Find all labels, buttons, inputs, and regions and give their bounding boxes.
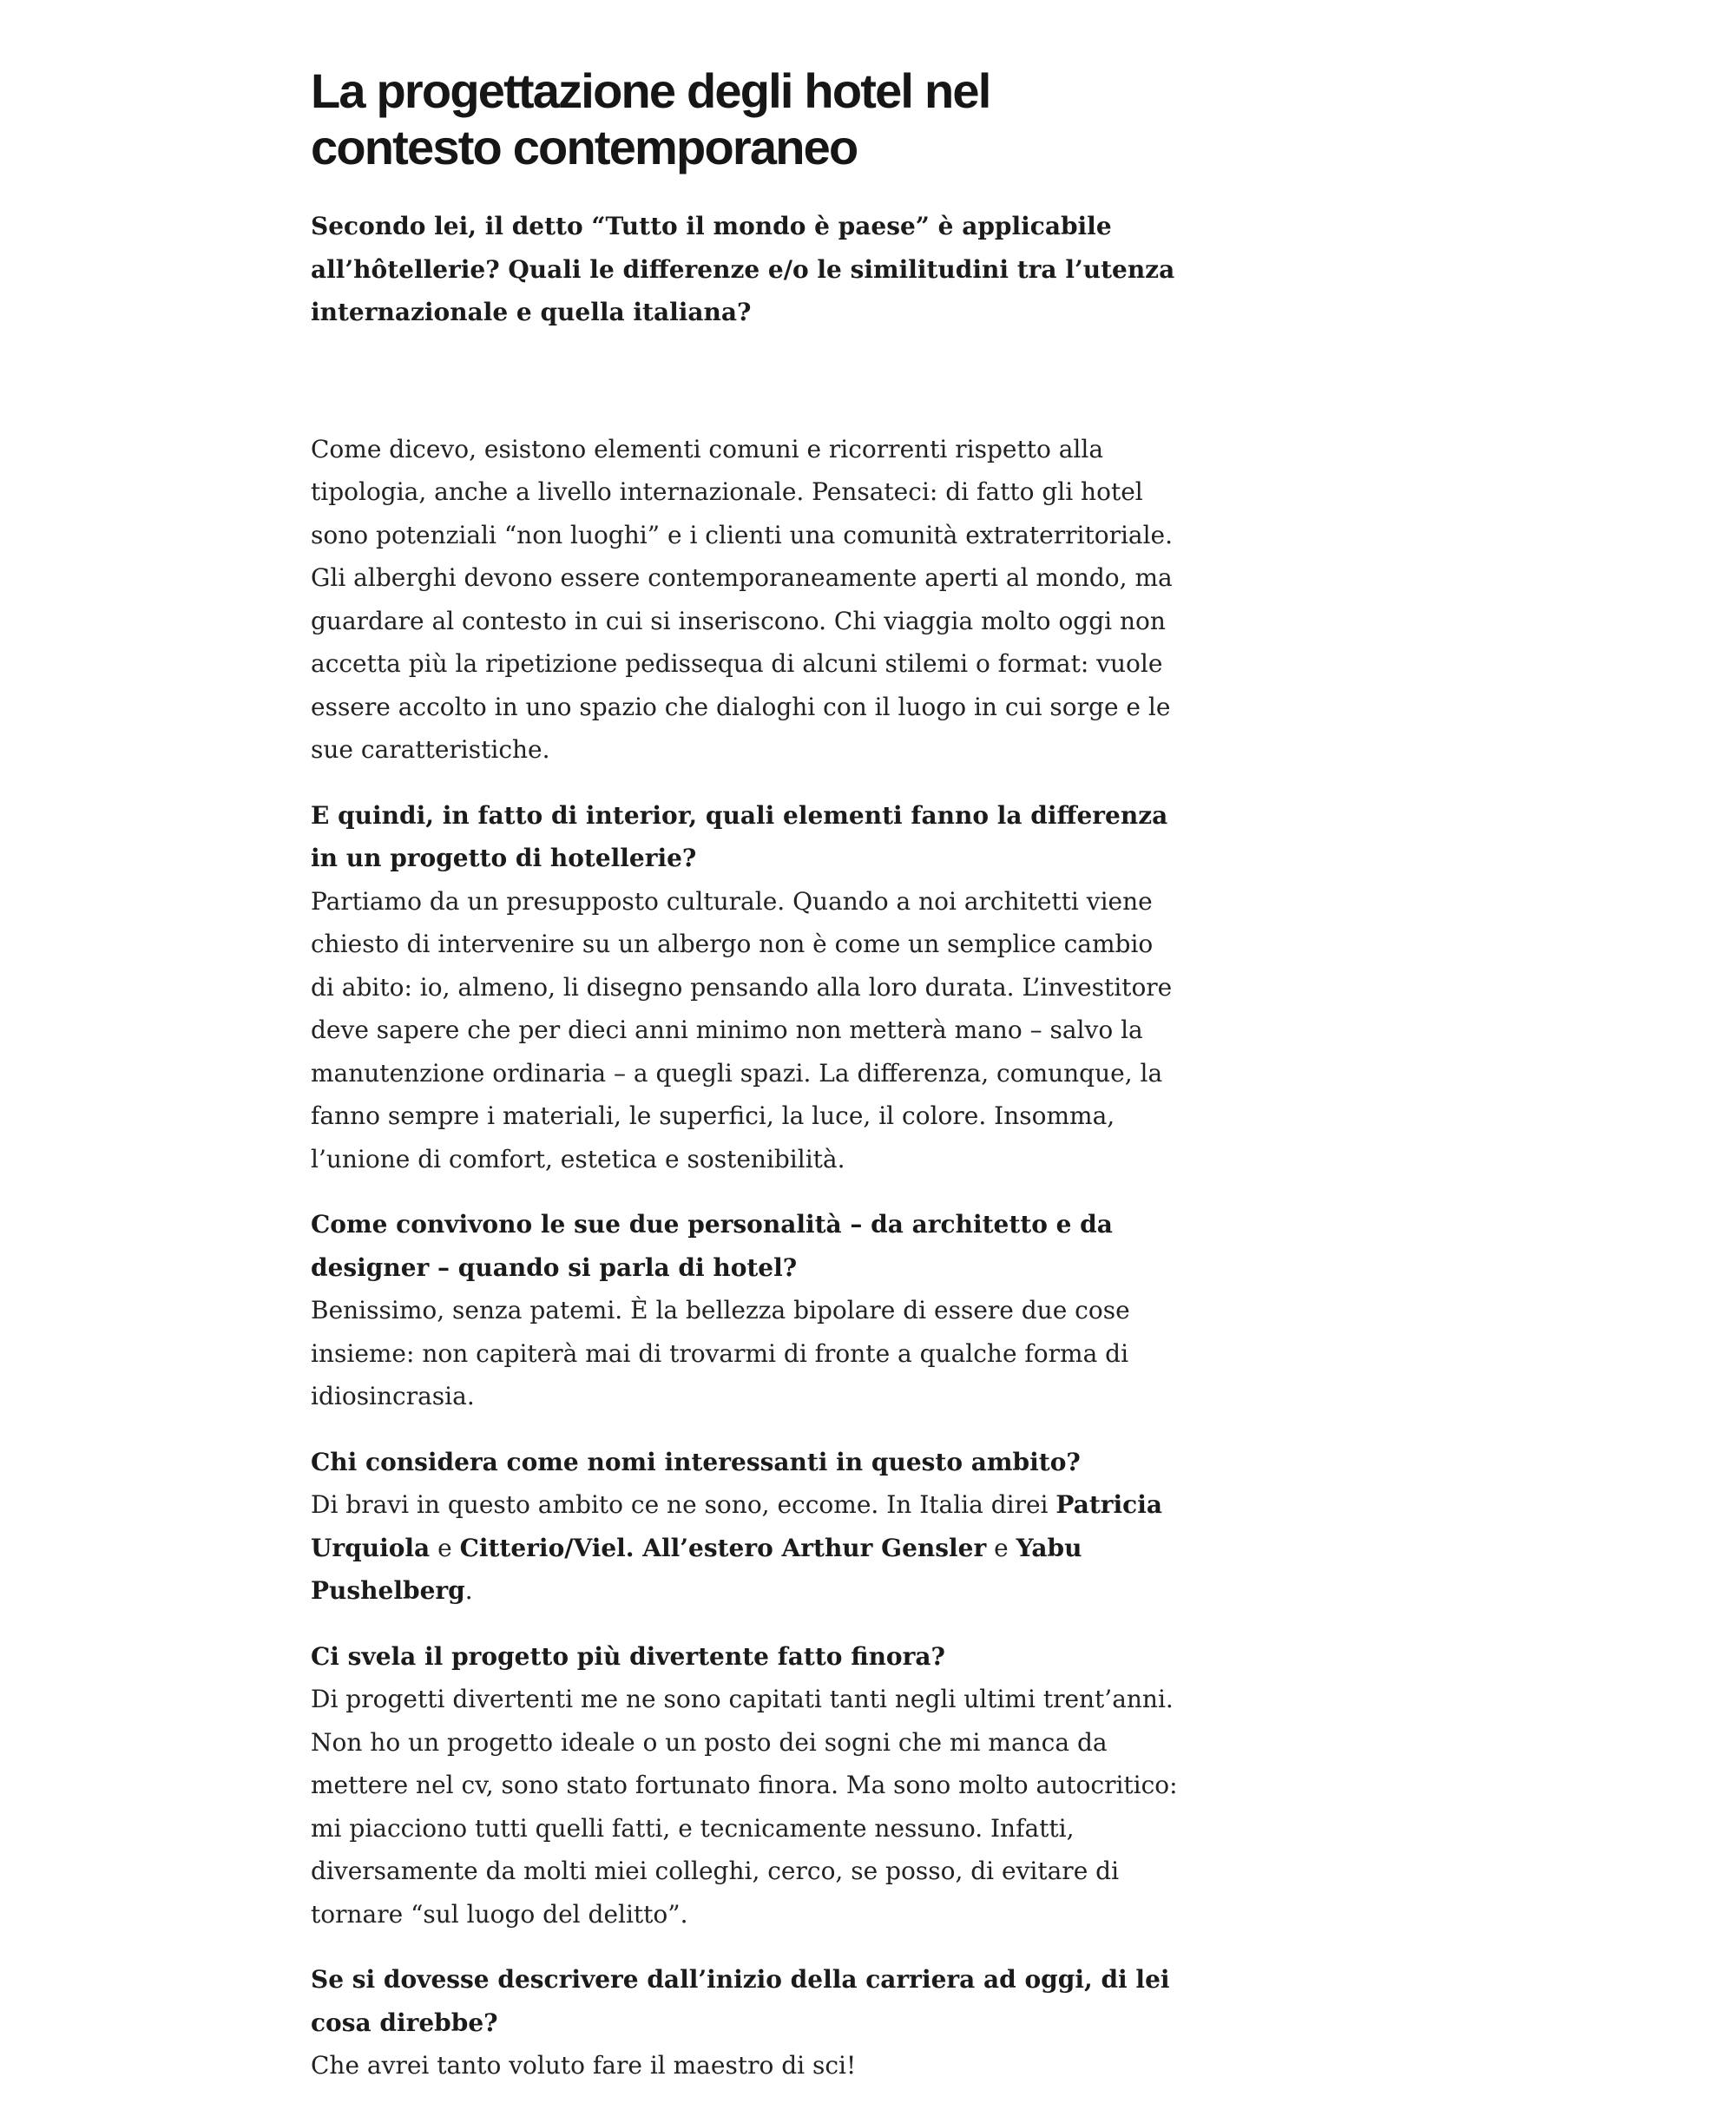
question: Se si dovesse descrivere dall’inizio della carriera ad oggi, di lei cosa direbbe?	[311, 1965, 1170, 2037]
qa-block	[311, 794, 1179, 1181]
question: E quindi, in fatto di interior, quali elementi fanno la differenza in un progetto di hotellerie?	[311, 800, 1168, 872]
answer-text: Di bravi in questo ambito ce ne sono, eccome. In Italia direi	[311, 1490, 1056, 1519]
question: Come convivono le sue due personalità – da architetto e da designer – quando si parla di hotel?	[311, 1210, 1113, 1282]
intro-answer: Come dicevo, esistono elementi comuni e ricorrenti rispetto alla tipologia, anche a livello internazionale. Pensateci: di fatto gli hotel sono potenziali “non luoghi” e i clienti una comunità extraterritoriale. Gli alberghi devono essere contemporaneamente aperti al mondo, ma guardare al contesto in cui si inseriscono. Chi viaggia molto oggi non accetta più la ripetizione pedissequa di alcuni stilemi o format: vuole essere accolto in uno spazio che dialoghi con il luogo in cui sorge e le sue caratteristiche.	[311, 434, 1174, 764]
answer: Di progetti divertenti me ne sono capitati tanti negli ultimi trent’anni. Non ho un progetto ideale o un posto dei sogni che mi manca da mettere nel cv, sono stato fortunato finora. Ma sono molto autocritico: mi piacciono tutti quelli fatti, e tecnicamente nessuno. Infatti, diversamente da molti miei colleghi, cerco, se posso, di evitare di tornare “sul luogo del delitto”.	[311, 1685, 1178, 1929]
question: Chi considera come nomi interessanti in questo ambito?	[311, 1447, 1081, 1476]
designer-name: Citterio/Viel. All’estero Arthur Gensler	[459, 1533, 987, 1562]
lead-question: Secondo lei, il detto “Tutto il mondo è paese” è applicabile all’hôtellerie? Quali le differenze e/o le similitudini tra l’utenza internazionale e quella italiana?	[311, 212, 1175, 326]
answer	[311, 1483, 1179, 1613]
article	[311, 62, 1179, 2110]
answer: Partiamo da un presupposto culturale. Quando a noi architetti viene chiesto di intervenire su un albergo non è come un semplice cambio di abito: io, almeno, li disegno pensando alla loro durata. L’investitore deve sapere che per dieci anni minimo non metterà mano – salvo la manutenzione ordinaria – a quegli spazi. La differenza, comunque, la fanno sempre i materiali, le superfici, la luce, il colore. Insomma, l’unione di comfort, estetica e sostenibilità.	[311, 886, 1173, 1173]
answer: Benissimo, senza patemi. È la bellezza bipolare di essere due cose insieme: non capiterà mai di trovarmi di fronte a qualche forma di idiosincrasia.	[311, 1296, 1130, 1410]
answer: Che avrei tanto voluto fare il maestro di sci!	[311, 2051, 857, 2080]
qa-block	[311, 1958, 1179, 2087]
article-title: La progettazione degli hotel nel contesto contemporaneo	[311, 63, 990, 174]
qa-block	[311, 1441, 1179, 1613]
answer-text: e	[430, 1533, 460, 1562]
designer-name: Patricia Urquiola	[311, 1490, 1162, 1562]
qa-block	[311, 1203, 1179, 1418]
question: Ci svela il progetto più divertente fatto finora?	[311, 1641, 945, 1671]
designer-name: Yabu Pushelberg	[311, 1533, 1082, 1605]
answer-text: .	[464, 1576, 473, 1605]
answer-text: e	[986, 1533, 1016, 1562]
qa-block	[311, 1635, 1179, 1936]
